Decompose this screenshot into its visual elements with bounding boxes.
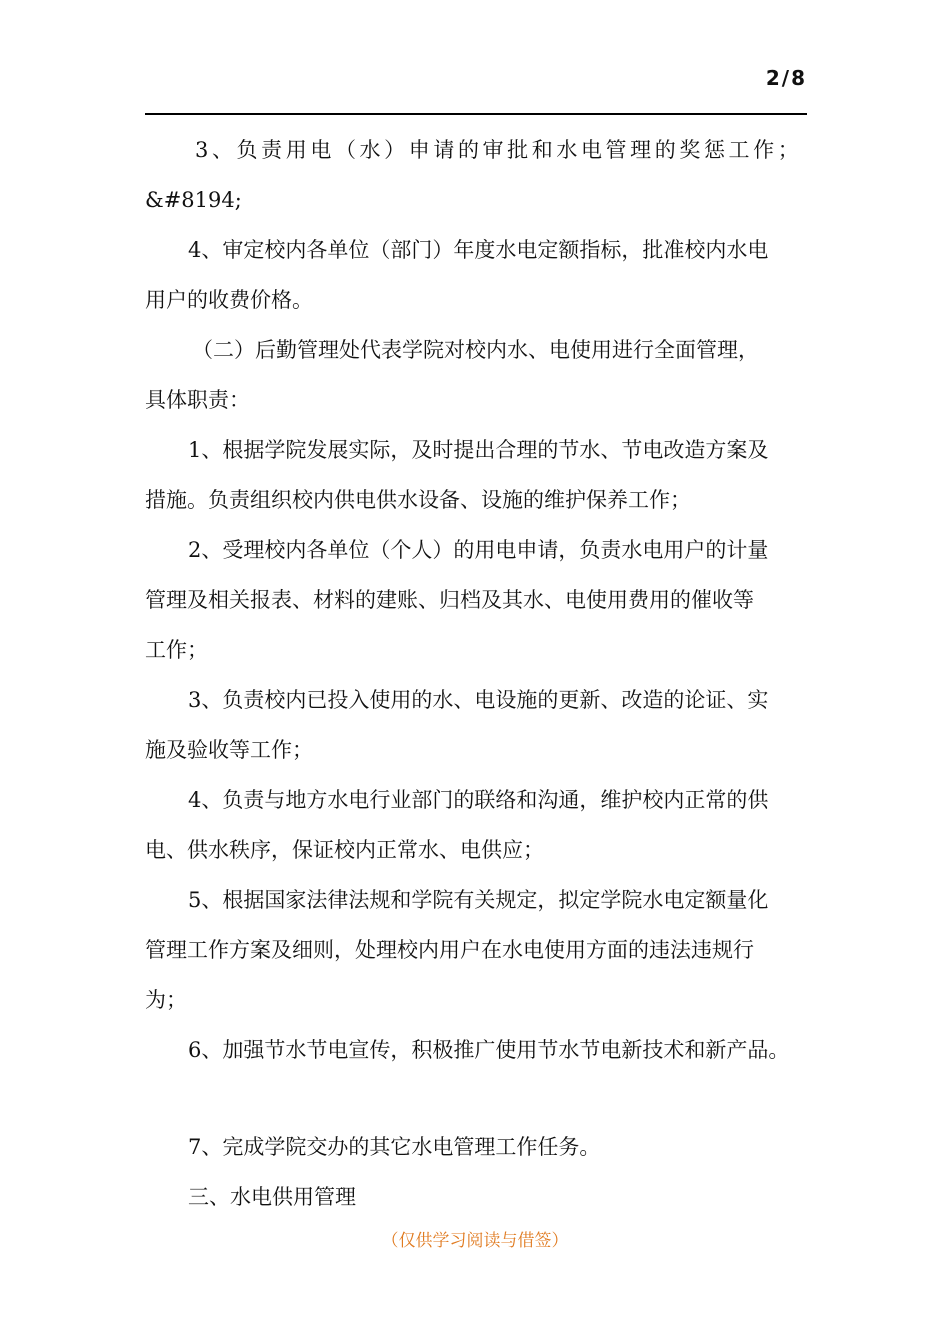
footer-watermark: （仅供学习阅读与借签） xyxy=(381,1231,569,1251)
page-number: 2/8 xyxy=(765,66,807,90)
section-heading: 三、水电供用管理 xyxy=(188,1185,356,1209)
paragraph-line: 具体职责： xyxy=(145,388,250,412)
header-divider xyxy=(145,113,807,115)
paragraph-line: 措施。负责组织校内供电供水设备、设施的维护保养工作； xyxy=(145,488,691,512)
paragraph-line: 3、负责校内已投入使用的水、电设施的更新、改造的论证、实 xyxy=(188,688,769,712)
paragraph-line: 5、根据国家法律法规和学院有关规定，拟定学院水电定额量化 xyxy=(188,888,769,912)
paragraph-line: 管理及相关报表、材料的建账、归档及其水、电使用费用的催收等 xyxy=(145,588,754,612)
paragraph-line: （二）后勤管理处代表学院对校内水、电使用进行全面管理， xyxy=(192,338,759,362)
paragraph-line: 3、负责用电（水）申请的审批和水电管理的奖惩工作； xyxy=(195,138,803,162)
paragraph-line: 1、根据学院发展实际，及时提出合理的节水、节电改造方案及 xyxy=(188,438,769,462)
paragraph-line: 4、负责与地方水电行业部门的联络和沟通，维护校内正常的供 xyxy=(188,788,769,812)
paragraph-line: 2、受理校内各单位（个人）的用电申请，负责水电用户的计量 xyxy=(188,538,769,562)
paragraph-line: 管理工作方案及细则，处理校内用户在水电使用方面的违法违规行 xyxy=(145,938,754,962)
paragraph-line: 工作； xyxy=(145,638,208,662)
paragraph-line: 电、供水秩序，保证校内正常水、电供应； xyxy=(145,838,544,862)
paragraph-line: 为； xyxy=(145,988,187,1012)
paragraph-line: 用户的收费价格。 xyxy=(145,288,313,312)
paragraph-line: 6、加强节水节电宣传，积极推广使用节水节电新技术和新产品。 xyxy=(188,1038,790,1062)
paragraph-line: 4、审定校内各单位（部门）年度水电定额指标，批准校内水电 xyxy=(188,238,769,262)
paragraph-line: &#8194; xyxy=(145,188,242,212)
paragraph-line: 施及验收等工作； xyxy=(145,738,313,762)
paragraph-line: 7、完成学院交办的其它水电管理工作任务。 xyxy=(188,1135,601,1159)
